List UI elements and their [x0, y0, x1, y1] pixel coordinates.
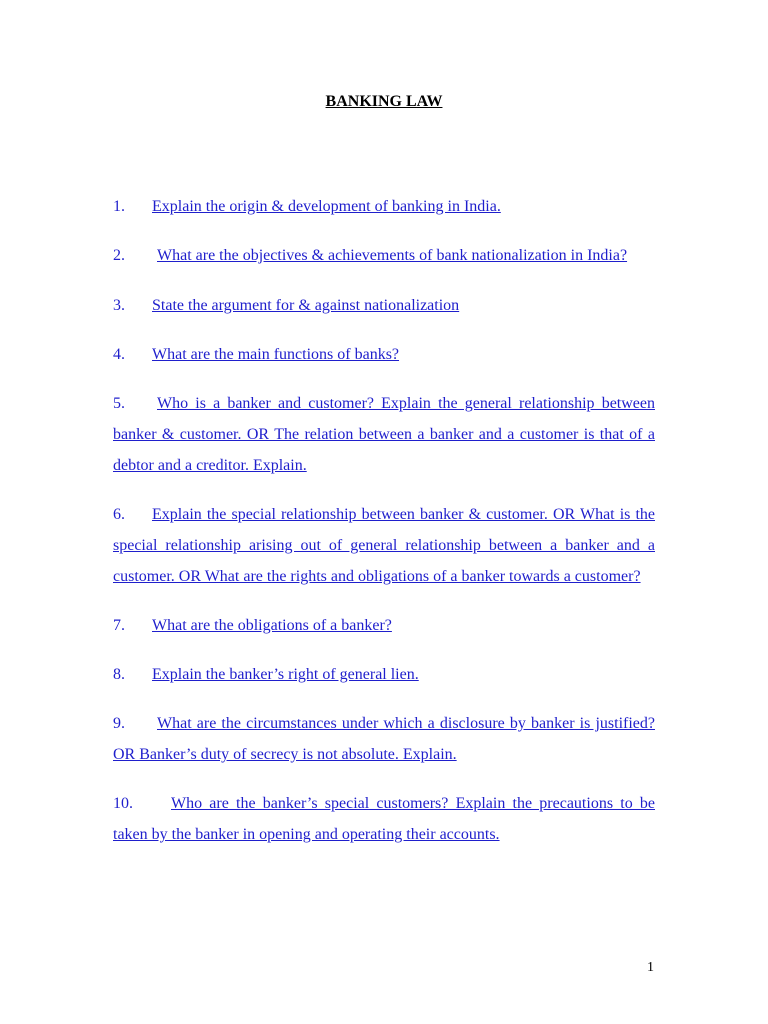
question-number: 6. [113, 506, 125, 523]
question-item [113, 191, 655, 222]
question-text: Who is a banker and customer? Explain the general relationship between banker & customer. OR The relation between a banker and a customer is that of a debtor and a creditor. Explain. [113, 395, 655, 474]
question-number: 2. [113, 247, 125, 264]
question-text: Explain the origin & development of banking in India. [152, 198, 501, 215]
question-number: 7. [113, 617, 125, 634]
question-number: 3. [113, 297, 125, 314]
question-number: 5. [113, 395, 125, 412]
question-text: State the argument for & against nationalization [152, 297, 460, 314]
question-number: 9. [113, 715, 125, 732]
question-item [113, 290, 655, 321]
document-title: BANKING LAW [325, 93, 443, 110]
question-item [113, 499, 655, 592]
question-text: What are the objectives & achievements of bank nationalization in India? [157, 247, 628, 264]
question-item [113, 610, 655, 641]
question-item [113, 339, 655, 370]
question-item [113, 388, 655, 481]
question-text: Explain the banker’s right of general lien. [152, 666, 419, 683]
question-text: What are the obligations of a banker? [152, 617, 392, 634]
question-text: What are the circumstances under which a disclosure by banker is justified? OR Banker’s duty of secrecy is not absolute. Explain. [113, 715, 655, 763]
question-number: 8. [113, 666, 125, 683]
question-text: Who are the banker’s special customers? Explain the precautions to be taken by the banker in opening and operating their accounts. [113, 795, 655, 843]
question-item [113, 659, 655, 690]
question-number: 1. [113, 198, 125, 215]
question-text: What are the main functions of banks? [152, 346, 400, 363]
page-number: 1 [647, 960, 654, 975]
question-number: 10. [113, 795, 133, 812]
question-number: 4. [113, 346, 125, 363]
question-item [113, 240, 655, 271]
question-item [113, 708, 655, 770]
question-text: Explain the special relationship between banker & customer. OR What is the special relationship arising out of general relationship between a banker and a customer. OR What are the rights and obligations of a banker towards a customer? [113, 506, 655, 585]
question-list [113, 191, 655, 850]
question-item [113, 788, 655, 850]
